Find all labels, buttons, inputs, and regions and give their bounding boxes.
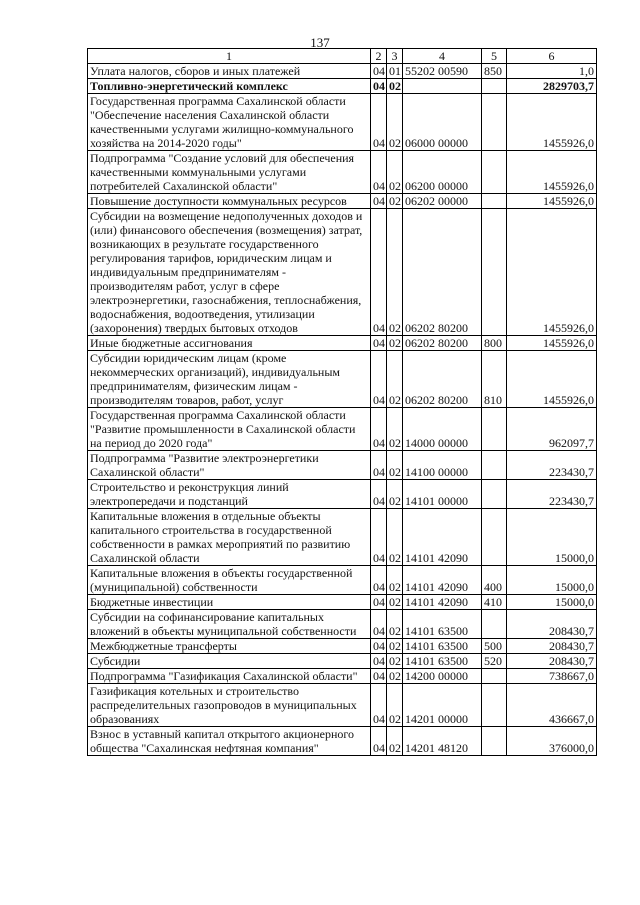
target-article-code: 14101 42090 [403,595,482,610]
section-code: 04 [371,639,387,654]
target-article-code: 06000 00000 [403,94,482,151]
expense-type-code: 810 [482,351,507,408]
section-code: 04 [371,727,387,756]
amount: 1455926,0 [507,94,597,151]
target-article-code: 14101 00000 [403,480,482,509]
subsection-code: 02 [387,79,403,94]
row-name: Подпрограмма "Газификация Сахалинской области" [88,669,371,684]
expense-type-code [482,194,507,209]
table-row [88,509,597,566]
table-row [88,595,597,610]
amount: 2829703,7 [507,79,597,94]
expense-type-code [482,79,507,94]
target-article-code: 06202 00000 [403,194,482,209]
amount: 208430,7 [507,654,597,669]
subsection-code: 02 [387,336,403,351]
subsection-code: 02 [387,566,403,595]
row-name: Иные бюджетные ассигнования [88,336,371,351]
target-article-code [403,79,482,94]
row-name: Субсидии на софинансирование капитальных вложений в объекты муниципальной собственности [88,610,371,639]
table-row [88,451,597,480]
subsection-code: 02 [387,610,403,639]
row-name: Субсидии на возмещение недополученных доходов и (или) финансового обеспечения (возмещения) затрат, возникающих в результате государственного регулирования тарифов, юридическим лицам и индивидуальным предпринимателям - производителям работ, услуг в сфере электроэнергетики, газоснабжения, теплоснабжения, водоснабжения, водоотведения, утилизации (захоронения) твердых бытовых отходов [88,209,371,336]
expense-type-code [482,408,507,451]
row-name: Капитальные вложения в объекты государственной (муниципальной) собственности [88,566,371,595]
row-name: Подпрограмма "Создание условий для обеспечения качественными коммунальными услугами потребителей Сахалинской области" [88,151,371,194]
expense-type-code [482,669,507,684]
table-row [88,64,597,79]
amount: 1455926,0 [507,351,597,408]
amount: 962097,7 [507,408,597,451]
section-code: 04 [371,209,387,336]
table-row [88,639,597,654]
expense-type-code [482,151,507,194]
row-name: Межбюджетные трансферты [88,639,371,654]
section-code: 04 [371,336,387,351]
amount: 1455926,0 [507,336,597,351]
table-row [88,79,597,94]
amount: 738667,0 [507,669,597,684]
table-row [88,610,597,639]
row-name: Газификация котельных и строительство распределительных газопроводов в муниципальных образованиях [88,684,371,727]
subsection-code: 02 [387,509,403,566]
subsection-code: 02 [387,480,403,509]
table-row [88,566,597,595]
amount: 223430,7 [507,451,597,480]
section-code: 04 [371,480,387,509]
amount: 208430,7 [507,610,597,639]
section-code: 04 [371,151,387,194]
target-article-code: 06202 80200 [403,336,482,351]
table-header-row [88,49,597,64]
row-name: Строительство и реконструкция линий электропередачи и подстанций [88,480,371,509]
expense-type-code: 500 [482,639,507,654]
expense-type-code: 850 [482,64,507,79]
target-article-code: 06202 80200 [403,351,482,408]
row-name: Государственная программа Сахалинской области "Обеспечение населения Сахалинской области качественными услугами жилищно-коммунального хозяйства на 2014-2020 годы" [88,94,371,151]
target-article-code: 06202 80200 [403,209,482,336]
section-code: 04 [371,194,387,209]
header-cell: 1 [88,49,371,64]
expense-type-code [482,209,507,336]
table-row [88,654,597,669]
row-name: Государственная программа Сахалинской области "Развитие промышленности в Сахалинской области на период до 2020 года" [88,408,371,451]
amount: 15000,0 [507,595,597,610]
target-article-code: 14101 63500 [403,639,482,654]
expense-type-code: 400 [482,566,507,595]
expense-type-code: 800 [482,336,507,351]
table-row [88,480,597,509]
amount: 15000,0 [507,566,597,595]
section-code: 04 [371,94,387,151]
target-article-code: 06200 00000 [403,151,482,194]
subsection-code: 02 [387,669,403,684]
budget-table [87,48,597,756]
target-article-code: 14200 00000 [403,669,482,684]
target-article-code: 14101 42090 [403,509,482,566]
row-name: Топливно-энергетический комплекс [88,79,371,94]
row-name: Субсидии юридическим лицам (кроме некоммерческих организаций), индивидуальным предпринимателям, физическим лицам - производителям товаров, работ, услуг [88,351,371,408]
expense-type-code [482,451,507,480]
subsection-code: 02 [387,451,403,480]
section-code: 04 [371,684,387,727]
amount: 376000,0 [507,727,597,756]
target-article-code: 14100 00000 [403,451,482,480]
target-article-code: 14101 63500 [403,654,482,669]
section-code: 04 [371,408,387,451]
section-code: 04 [371,451,387,480]
subsection-code: 02 [387,194,403,209]
expense-type-code [482,727,507,756]
section-code: 04 [371,654,387,669]
expense-type-code [482,684,507,727]
amount: 436667,0 [507,684,597,727]
target-article-code: 14000 00000 [403,408,482,451]
expense-type-code [482,94,507,151]
row-name: Субсидии [88,654,371,669]
row-name: Уплата налогов, сборов и иных платежей [88,64,371,79]
row-name: Повышение доступности коммунальных ресурсов [88,194,371,209]
table-row [88,94,597,151]
row-name: Взнос в уставный капитал открытого акционерного общества "Сахалинская нефтяная компания" [88,727,371,756]
expense-type-code: 520 [482,654,507,669]
table-row [88,336,597,351]
subsection-code: 02 [387,727,403,756]
table-row [88,151,597,194]
section-code: 04 [371,669,387,684]
subsection-code: 02 [387,151,403,194]
section-code: 04 [371,566,387,595]
header-cell: 3 [387,49,403,64]
subsection-code: 02 [387,351,403,408]
target-article-code: 14101 63500 [403,610,482,639]
row-name: Бюджетные инвестиции [88,595,371,610]
expense-type-code [482,480,507,509]
subsection-code: 02 [387,94,403,151]
target-article-code: 14201 00000 [403,684,482,727]
expense-type-code [482,509,507,566]
section-code: 04 [371,595,387,610]
section-code: 04 [371,79,387,94]
table-row [88,209,597,336]
target-article-code: 14101 42090 [403,566,482,595]
section-code: 04 [371,351,387,408]
table-row [88,727,597,756]
subsection-code: 02 [387,595,403,610]
amount: 1455926,0 [507,151,597,194]
header-cell: 4 [403,49,482,64]
table-row [88,194,597,209]
amount: 1,0 [507,64,597,79]
expense-type-code: 410 [482,595,507,610]
target-article-code: 55202 00590 [403,64,482,79]
subsection-code: 02 [387,639,403,654]
section-code: 04 [371,610,387,639]
amount: 208430,7 [507,639,597,654]
section-code: 04 [371,64,387,79]
amount: 223430,7 [507,480,597,509]
subsection-code: 02 [387,408,403,451]
subsection-code: 01 [387,64,403,79]
expense-type-code [482,610,507,639]
row-name: Подпрограмма "Развитие электроэнергетики Сахалинской области" [88,451,371,480]
table-row [88,408,597,451]
amount: 1455926,0 [507,194,597,209]
table-row [88,684,597,727]
amount: 15000,0 [507,509,597,566]
amount: 1455926,0 [507,209,597,336]
subsection-code: 02 [387,209,403,336]
header-cell: 2 [371,49,387,64]
page-number: 137 [310,35,330,50]
row-name: Капитальные вложения в отдельные объекты капитального строительства в государственной собственности в рамках мероприятий по развитию Сахалинской области [88,509,371,566]
subsection-code: 02 [387,684,403,727]
header-cell: 6 [507,49,597,64]
section-code: 04 [371,509,387,566]
subsection-code: 02 [387,654,403,669]
table-row [88,669,597,684]
table-row [88,351,597,408]
target-article-code: 14201 48120 [403,727,482,756]
header-cell: 5 [482,49,507,64]
